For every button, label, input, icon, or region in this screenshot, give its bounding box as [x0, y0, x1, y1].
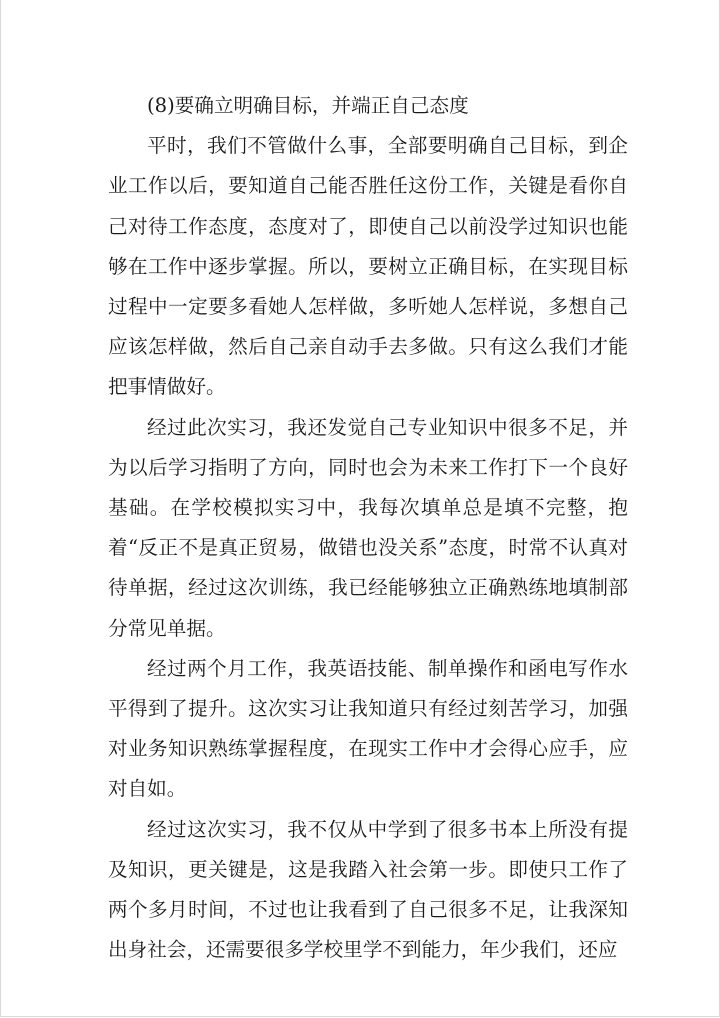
paragraph-skills-improved: 经过两个月工作，我英语技能、制单操作和函电写作水平得到了提升。这次实习让我知道只有经过刻苦学习，加强对业务知识熟练掌握程度，在现实工作中才会得心应手，应对自如。	[108, 656, 628, 801]
paragraph-first-step: 经过这次实习，我不仅从中学到了很多书本上所没有提及知识，更关键是，这是我踏入社会第一步。即使只工作了两个多月时间，不过也让我看到了自己很多不足，让我深知出身社会，还需要很多学校里学不到能力，年少我们，还应	[108, 817, 628, 962]
paragraph-goals: 平时，我们不管做什么事，全部要明确自己目标，到企业工作以后，要知道自己能否胜任这份工作，关键是看你自己对待工作态度，态度对了，即使自己以前没学过知识也能够在工作中逐步掌握。所以，要树立正确目标，在实现目标过程中一定要多看她人怎样做，多听她人怎样说，多想自己应该怎样做，然后自己亲自动手去多做。只有这么我们才能把事情做好。	[108, 134, 628, 399]
paragraph-internship-findings: 经过此次实习，我还发觉自己专业知识中很多不足，并为以后学习指明了方向，同时也会为未来工作打下一个良好基础。在学校模拟实习中，我每次填单总是填不完整，抱着“反正不是真正贸易，做错也没关系”态度，时常不认真对待单据，经过这次训练，我已经能够独立正确熟练地填制部分常见单据。	[108, 415, 628, 640]
section-heading: (8)要确立明确目标，并端正自己态度	[147, 94, 469, 117]
document-body	[108, 86, 628, 970]
